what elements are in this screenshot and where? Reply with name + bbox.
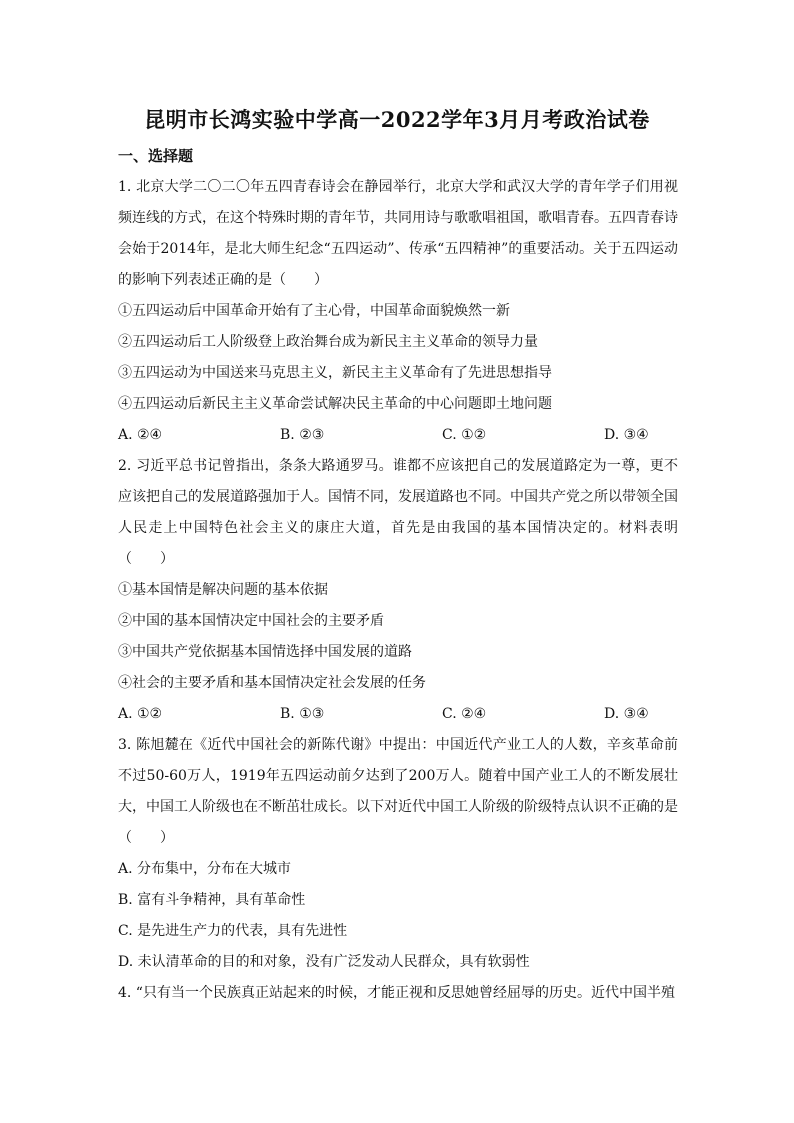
question-3-stem: 3. 陈旭麓在《近代中国社会的新陈代谢》中提出：中国近代产业工人的人数，辛亥革命前不过50-60万人，1919年五四运动前夕达到了200万人。随着中国产业工人的不断发展壮大，中国工人阶级也在不断茁壮成长。以下对近代中国工人阶级的阶级特点认识不正确的是（ ） xyxy=(118,737,678,846)
question-2-item: ①基本国情是解决问题的基本依据 xyxy=(118,582,328,598)
question-1-item: ④五四运动后新民主主义革命尝试解决民主革命的中心问题即土地问题 xyxy=(118,396,552,412)
option-a: A. ②④ xyxy=(118,427,163,443)
question-2-options xyxy=(118,699,678,730)
exam-title: 昆明市长鸿实验中学高一2022学年3月月考政治试卷 xyxy=(144,107,650,132)
question-2-stem: 2. 习近平总书记曾指出，条条大路通罗马。谁都不应该把自己的发展道路定为一尊，更不应该把自己的发展道路强加于人。国情不同，发展道路也不同。中国共产党之所以带领全国人民走上中国特色社会主义的康庄大道，首先是由我国的基本国情决定的。材料表明（ ） xyxy=(118,458,678,567)
question-1-item: ③五四运动为中国送来马克思主义，新民主主义革命有了先进思想指导 xyxy=(118,365,552,381)
question-2-item: ④社会的主要矛盾和基本国情决定社会发展的任务 xyxy=(118,675,426,691)
question-2-item: ②中国的基本国情决定中国社会的主要矛盾 xyxy=(118,613,384,629)
question-4-stem: 4. “只有当一个民族真正站起来的时候，才能正视和反思她曾经屈辱的历史。近代中国半殖 xyxy=(118,985,675,1001)
section-heading: 一、选择题 xyxy=(118,147,194,165)
option-c: C. ②④ xyxy=(442,706,487,722)
question-3-option: B. 富有斗争精神，具有革命性 xyxy=(118,892,306,908)
question-3-option: C. 是先进生产力的代表，具有先进性 xyxy=(118,923,348,939)
question-1-stem: 1. 北京大学二〇二〇年五四青春诗会在静园举行，北京大学和武汉大学的青年学子们用视频连线的方式，在这个特殊时期的青年节，共同用诗与歌歌唱祖国，歌唱青春。五四青春诗会始于2014年，是北大师生纪念“五四运动”、传承“五四精神”的重要活动。关于五四运动的影响下列表述正确的是（ ） xyxy=(118,179,678,288)
question-3-option: D. 未认清革命的目的和对象，没有广泛发动人民群众，具有软弱性 xyxy=(118,954,530,970)
question-3-option: A. 分布集中，分布在大城市 xyxy=(118,861,292,877)
option-b: B. ②③ xyxy=(280,427,325,443)
option-d: D. ③④ xyxy=(604,427,649,443)
question-list xyxy=(118,172,678,1009)
question-1-item: ①五四运动后中国革命开始有了主心骨，中国革命面貌焕然一新 xyxy=(118,303,510,319)
question-2-item: ③中国共产党依据基本国情选择中国发展的道路 xyxy=(118,644,412,660)
option-c: C. ①② xyxy=(442,427,487,443)
option-a: A. ①② xyxy=(118,706,163,722)
option-d: D. ③④ xyxy=(604,706,649,722)
question-1-item: ②五四运动后工人阶级登上政治舞台成为新民主主义革命的领导力量 xyxy=(118,334,538,350)
question-1-options xyxy=(118,420,678,451)
option-b: B. ①③ xyxy=(280,706,325,722)
